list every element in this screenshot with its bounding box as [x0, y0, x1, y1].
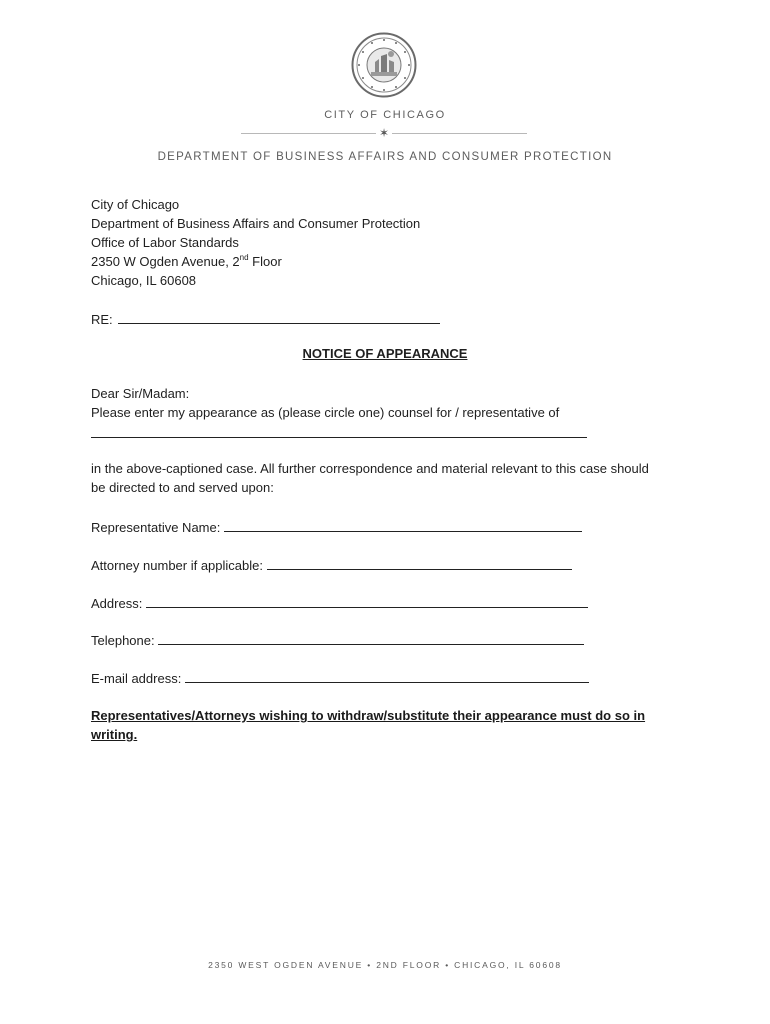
salutation-block: [91, 384, 559, 422]
city-name: CITY OF CHICAGO: [324, 109, 446, 121]
representative-name-row: [91, 517, 582, 536]
telephone-label: Telephone:: [91, 633, 155, 648]
telephone-row: [91, 630, 584, 649]
salutation: Dear Sir/Madam:: [91, 386, 190, 401]
footer-address: 2350 WEST OGDEN AVENUE • 2ND FLOOR • CHICAGO, IL 60608: [208, 960, 562, 970]
appearance-line: Please enter my appearance as (please circle one) counsel for / representative of: [91, 405, 560, 420]
withdraw-notice: Representatives/Attorneys wishing to withdraw/substitute their appearance must do so in writing.: [91, 708, 646, 742]
telephone-field[interactable]: [158, 630, 584, 645]
recipient-line-3: Office of Labor Standards: [91, 235, 239, 250]
recipient-line-5: Chicago, IL 60608: [91, 273, 197, 288]
recipient-line-2: Department of Business Affairs and Consumer Protection: [91, 216, 421, 231]
letterhead-divider-right: [392, 133, 527, 134]
re-blank-field[interactable]: [118, 309, 440, 324]
re-label: RE:: [91, 312, 113, 327]
recipient-address: [91, 195, 420, 290]
body-paragraph: in the above-captioned case. All further correspondence and material relevant to this case should be directed to and served upon:: [91, 461, 649, 495]
represented-party-blank-field[interactable]: [91, 437, 587, 438]
representative-name-field[interactable]: [224, 517, 582, 532]
city-seal-icon: [351, 32, 417, 98]
address-label: Address:: [91, 596, 143, 611]
recipient-line-4: 2350 W Ogden Avenue, 2nd Floor: [91, 252, 282, 269]
representative-name-label: Representative Name:: [91, 520, 221, 535]
recipient-line-1: City of Chicago: [91, 197, 180, 212]
attorney-number-field[interactable]: [267, 555, 572, 570]
notice-title: NOTICE OF APPEARANCE: [302, 346, 468, 361]
email-label: E-mail address:: [91, 671, 182, 686]
department-name: DEPARTMENT OF BUSINESS AFFAIRS AND CONSUMER PROTECTION: [157, 151, 613, 163]
address-field[interactable]: [146, 593, 588, 608]
star-icon: ✶: [378, 126, 390, 140]
address-row: [91, 593, 588, 612]
attorney-number-row: [91, 555, 572, 574]
letterhead-divider-left: [241, 133, 376, 134]
email-row: [91, 668, 589, 687]
re-line: [91, 309, 440, 329]
attorney-number-label: Attorney number if applicable:: [91, 558, 263, 573]
email-field[interactable]: [185, 668, 589, 683]
